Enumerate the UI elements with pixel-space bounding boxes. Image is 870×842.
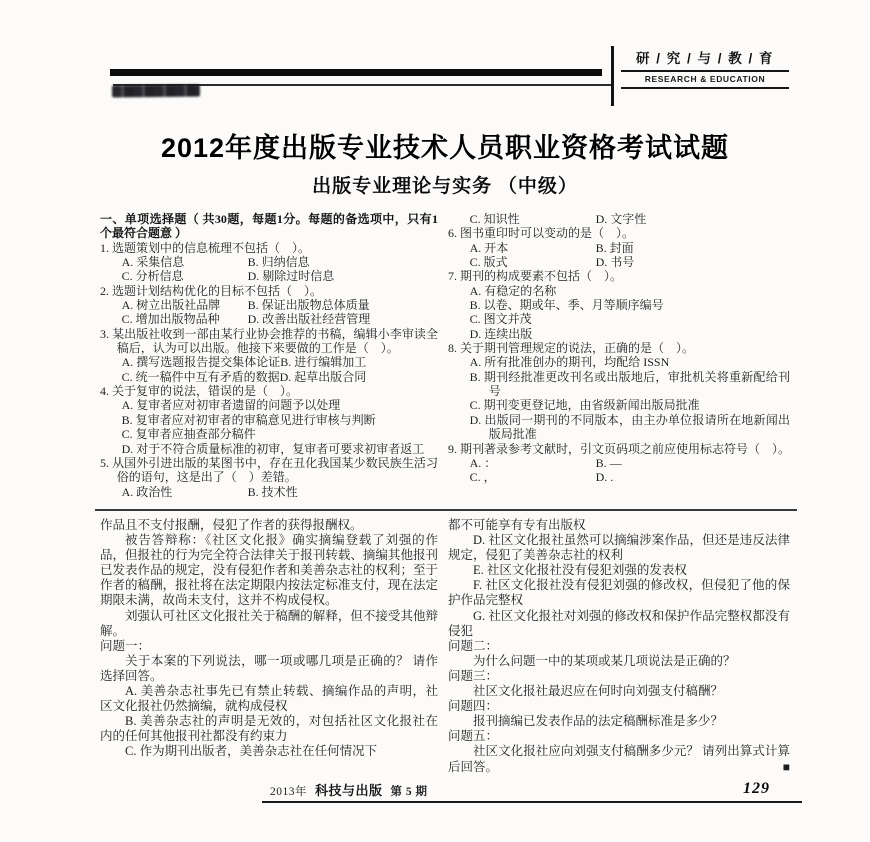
text-line [122, 269, 438, 283]
text-line: C. 期刊变更登记地，由省级新闻出版局批准 [469, 398, 700, 413]
text-line: 4. 关于复审的说法，错误的是（ ）。 [100, 384, 299, 399]
option-text: D. 书号 [595, 255, 635, 270]
smudged-stamp [112, 85, 200, 98]
option-text: A. ： [469, 455, 497, 470]
option-text: D. . [595, 470, 614, 485]
text-line: 社区文化报社最迟应在何时向刘强支付稿酬？ [473, 684, 724, 699]
text-line [122, 370, 438, 384]
text-line: 刘强认可社区文化报社关于稿酬的解释，但不接受其他辩解。 [100, 608, 438, 638]
text-line: C. 复审者应抽查部分稿件 [121, 427, 256, 442]
page-footer [262, 780, 802, 803]
text-line: 8. 关于期刊管理规定的说法，正确的是（ ）。 [448, 341, 695, 356]
text-line: D. 出版同一期刊的不同版本，由主办单位报请所在地新闻出版局批准 [469, 412, 790, 442]
section-banner-chinese: 研 / 究 / 与 / 教 / 育 [621, 47, 789, 72]
text-line: F. 社区文化报社没有侵犯刘强的修改权，但侵犯了他的保护作品完整权 [448, 578, 790, 608]
text-line: 2. 选题计划结构优化的目标不包括（ ）。 [100, 283, 323, 298]
exam-title: 2012年度出版专业技术人员职业资格考试试题 [160, 133, 730, 163]
journal-line [270, 780, 428, 799]
text-line [122, 312, 438, 326]
option-text: B. 保证出版物总体质量 [247, 298, 370, 313]
option-text: C. 统一稿件中互有矛盾的数据 [121, 369, 280, 384]
text-line: 问题一： [100, 638, 151, 653]
text-line: D. 社区文化报社虽然可以摘编涉案作品，但还是违反法律规定，侵犯了美善杂志社的权利 [448, 533, 790, 563]
lower-right-column [448, 518, 790, 775]
text-line [122, 298, 438, 312]
option-text: C. 知识性 [469, 212, 520, 226]
text-line [470, 241, 790, 255]
text-line: C. 作为期刊出版者，美善杂志社在任何情况下 [125, 744, 378, 759]
option-text: C. ， [469, 470, 496, 485]
text-line: G. 社区文化报社对刘强的修改权和保护作品完整权都没有侵犯 [448, 608, 790, 638]
text-line: A. 有稳定的名称 [469, 283, 557, 298]
option-text: B. 技术性 [247, 484, 298, 499]
section-divider-rule [95, 509, 797, 511]
text-line: 社区文化报社应向刘强支付稿酬多少元？ 请列出算式计算后回答。 ■ [448, 744, 790, 774]
text-line: A. 美善杂志社事先已有禁止转载、摘编作品的声明，社区文化报社仍然摘编，就构成侵权 [100, 684, 438, 714]
text-line [470, 470, 790, 484]
text-line: 5. 从国外引进出版的某图书中，存在丑化我国某少数民族生活习俗的语句，这是出了（ ）差错。 [100, 455, 438, 485]
text-line: B. 期刊经批准更改刊名或出版地后，审批机关将重新配给刊号 [469, 369, 790, 399]
text-line [122, 485, 438, 499]
text-line: E. 社区文化报社没有侵犯刘强的发表权 [473, 563, 687, 578]
option-text: B. 进行编辑加工 [280, 355, 367, 370]
exam-subtitle: 出版专业理论与实务 （中级） [312, 176, 578, 197]
journal-year: 2013年 [270, 786, 307, 798]
option-text: C. 增加出版物品种 [121, 312, 220, 327]
text-line: 问题二： [448, 638, 499, 653]
text-line: D. 对于不符合质量标准的初审，复审者可要求初审者返工 [121, 441, 425, 456]
option-text: A. 开本 [469, 240, 509, 255]
text-line: 问题五： [448, 729, 499, 744]
text-line: 问题四： [448, 699, 499, 714]
option-text: A. 政治性 [121, 484, 173, 499]
text-line: 报刊摘编已发表作品的法定稿酬标准是多少？ [473, 714, 724, 729]
text-line: 1. 选题策划中的信息梳理不包括（ ）。 [100, 240, 311, 255]
option-text: D. 剔除过时信息 [247, 269, 335, 284]
option-text: C. 版式 [469, 255, 508, 270]
text-line: 被告答辩称：《社区文化报》确实摘编登载了刘强的作品，但报社的行为完全符合法律关于报刊转载、摘编其他报刊已发表作品的规定，没有侵犯作者和美善杂志社的权利；至于作者的稿酬，报社将在法定期限内按法定标准支付，现在法定期限未满，故尚未支付，这并不构成侵权。 [100, 533, 438, 608]
text-line: C. 图文并茂 [469, 312, 532, 327]
text-line [122, 355, 438, 369]
text-line: A. 所有批准创办的期刊，均配给 ISSN [469, 355, 670, 370]
option-text: D. 改善出版社经营管理 [247, 312, 371, 327]
text-line: 为什么问题一中的某项或某几项说法是正确的？ [473, 653, 736, 668]
text-line: 作品且不支付报酬，侵犯了作者的获得报酬权。 [100, 518, 363, 532]
lower-left-column [100, 518, 438, 760]
end-of-article-mark: ■ [782, 759, 790, 774]
option-text: A. 采集信息 [121, 255, 185, 270]
journal-issue: 第 5 期 [390, 786, 428, 798]
text-line: A. 复审者应对初审者遗留的问题予以处理 [121, 398, 341, 413]
text-line: 6. 图书重印时可以变动的是（ ）。 [448, 226, 635, 241]
page-number: 129 [743, 780, 770, 797]
option-text: D. 文字性 [595, 212, 647, 226]
option-text: A. 树立出版社品牌 [121, 298, 221, 313]
option-text: B. 归纳信息 [247, 255, 310, 270]
text-line: 3. 某出版社收到一部由某行业协会推荐的书稿，编辑小李审读全稿后，认为可以出版。他接下来要做的工作是（ ）。 [100, 326, 438, 356]
option-text: B. 封面 [595, 240, 634, 255]
option-text: B. — [595, 455, 622, 470]
header-vertical-divider [611, 46, 614, 106]
text-line: 一、单项选择题（ 共30题，每题1分。每题的备选项中，只有1个最符合题意 ） [100, 212, 438, 241]
text-line: D. 连续出版 [469, 326, 533, 341]
option-text: C. 分析信息 [121, 269, 184, 284]
header-thick-rule [110, 69, 602, 76]
text-line [122, 255, 438, 269]
text-line: 7. 期刊的构成要素不包括（ ）。 [448, 269, 623, 284]
text-line: B. 以卷、期或年、季、月等顺序编号 [469, 298, 664, 313]
text-line [470, 456, 790, 470]
text-line: 都不可能享有专有出版权 [448, 518, 586, 532]
section-banner [621, 47, 789, 89]
section-banner-english: RESEARCH & EDUCATION [621, 72, 789, 89]
upper-right-column [448, 212, 790, 485]
journal-name: 科技与出版 [315, 783, 383, 798]
text-line: B. 复审者应对初审者的审稿意见进行审核与判断 [121, 412, 376, 427]
text-line: 问题三： [448, 668, 499, 683]
upper-left-column [100, 212, 438, 499]
text-line: 关于本案的下列说法，哪一项或哪几项是正确的？ 请作选择回答。 [100, 653, 438, 683]
text-line: B. 美善杂志社的声明是无效的，对包括社区文化报社在内的任何其他报刊社都没有约束力 [100, 714, 438, 744]
text-line: 9. 期刊著录参考文献时，引文页码项之前应使用标志符号（ ）。 [448, 441, 791, 456]
option-text: D. 起草出版合同 [279, 369, 367, 384]
text-line [470, 255, 790, 269]
option-text: A. 撰写选题报告提交集体论证 [121, 355, 281, 370]
text-line [470, 212, 790, 226]
